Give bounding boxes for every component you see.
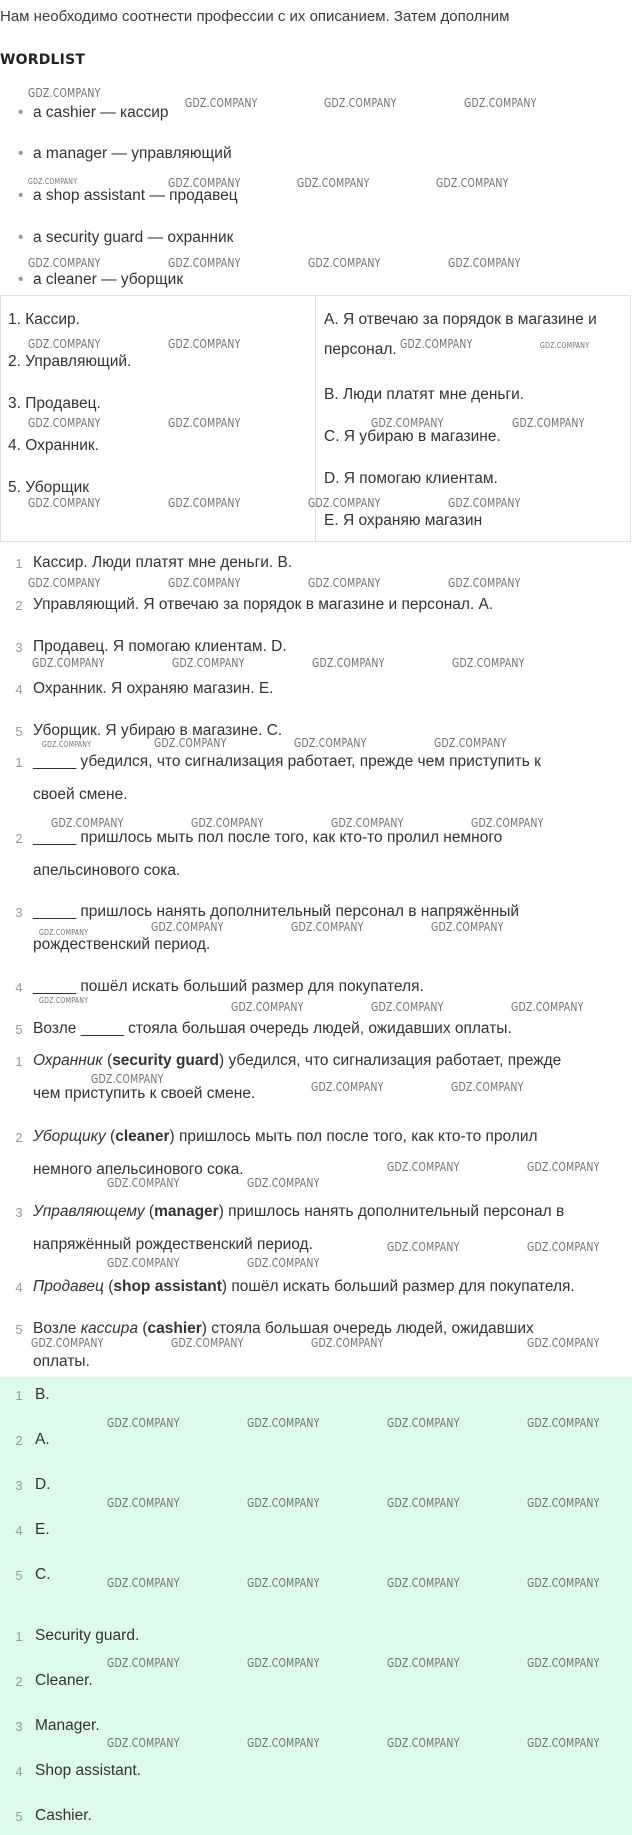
watermark: GDZ.COMPANY — [31, 1336, 104, 1350]
list-number: 1 — [15, 1054, 23, 1069]
table-cell-left: 4. Охранник. — [8, 437, 99, 454]
filled-sentence: Возле кассира (cashier) стояла большая очередь людей, ожидавших — [33, 1320, 534, 1337]
wordlist-title: WORDLIST — [0, 52, 86, 68]
list-item: Управляющий. Я отвечаю за порядок в магазине и персонал. A. — [33, 596, 494, 613]
gap-sentence: _____ убедился, что сигнализация работает, прежде чем приступить к — [33, 753, 541, 770]
list-number: 5 — [15, 1809, 23, 1824]
watermark: GDZ.COMPANY — [172, 656, 245, 670]
wordlist-item: • a cleaner — уборщик — [18, 271, 184, 288]
answer-item: A. — [35, 1431, 50, 1448]
list-number: 3 — [15, 1478, 23, 1493]
answer-item: E. — [35, 1521, 50, 1538]
gap-sentence: _____ пришлось мыть пол после того, как кто-то пролил немного — [33, 829, 503, 846]
answer-item: D. — [35, 1476, 51, 1493]
filled-sentence: Охранник (security guard) убедился, что сигнализация работает, прежде — [33, 1052, 562, 1069]
wordlist-item: • a security guard — охранник — [18, 229, 234, 246]
watermark: GDZ.COMPANY — [308, 576, 381, 590]
watermark: GDZ.COMPANY — [291, 920, 364, 934]
list-number: 3 — [15, 1719, 23, 1734]
watermark: GDZ.COMPANY — [247, 1176, 320, 1190]
list-number: 1 — [15, 556, 23, 571]
table-cell-left: 2. Управляющий. — [8, 353, 132, 370]
watermark: GDZ.COMPANY — [107, 1256, 180, 1270]
list-number: 5 — [15, 1568, 23, 1583]
watermark: GDZ.COMPANY — [527, 1160, 600, 1174]
watermark: GDZ.COMPANY — [107, 1736, 180, 1750]
list-number: 2 — [15, 598, 23, 613]
list-item: Кассир. Люди платят мне деньги. B. — [33, 554, 293, 571]
list-number: 2 — [15, 831, 23, 846]
answer-item: B. — [35, 1386, 50, 1403]
watermark: GDZ.COMPANY — [311, 1080, 384, 1094]
watermark: GDZ.COMPANY — [324, 96, 397, 110]
watermark: GDZ.COMPANY — [527, 1496, 600, 1510]
list-number: 2 — [15, 1130, 23, 1145]
watermark: GDZ.COMPANY — [400, 337, 473, 351]
list-number: 1 — [15, 755, 23, 770]
list-number: 3 — [15, 1205, 23, 1220]
watermark: GDZ.COMPANY — [512, 416, 585, 430]
list-number: 4 — [15, 1523, 23, 1538]
table-cell-left: 3. Продавец. — [8, 395, 101, 412]
gap-sentence: _____ пошёл искать больший размер для покупателя. — [33, 978, 424, 995]
bullet-icon: • — [18, 145, 24, 162]
watermark: GDZ.COMPANY — [247, 1576, 320, 1590]
filled-sentence: чем приступить к своей смене. — [33, 1085, 256, 1102]
answer-item: Shop assistant. — [35, 1762, 141, 1779]
watermark: GDZ.COMPANY — [464, 96, 537, 110]
table-cell-right: E. Я охраняю магазин — [324, 512, 483, 529]
watermark: GDZ.COMPANY — [297, 176, 370, 190]
watermark: GDZ.COMPANY — [28, 496, 101, 510]
watermark: GDZ.COMPANY — [28, 576, 101, 590]
watermark: GDZ.COMPANY — [371, 1000, 444, 1014]
watermark: GDZ.COMPANY — [452, 656, 525, 670]
watermark: GDZ.COMPANY — [387, 1240, 460, 1254]
list-number: 3 — [15, 905, 23, 920]
wordlist-item: • a manager — управляющий — [18, 145, 232, 162]
list-number: 1 — [15, 1629, 23, 1644]
wordlist-item: • a cashier — кассир — [18, 104, 169, 121]
watermark: GDZ.COMPANY — [527, 1736, 600, 1750]
list-number: 2 — [15, 1433, 23, 1448]
watermark: GDZ.COMPANY — [185, 96, 258, 110]
gap-sentence: апельсинового сока. — [33, 862, 181, 879]
watermark: GDZ.COMPANY — [168, 176, 241, 190]
watermark: GDZ.COMPANY — [527, 1336, 600, 1350]
watermark: GDZ.COMPANY — [39, 996, 89, 1005]
watermark: GDZ.COMPANY — [448, 496, 521, 510]
watermark: GDZ.COMPANY — [294, 736, 367, 750]
bullet-icon: • — [18, 104, 24, 121]
list-number: 4 — [15, 1280, 23, 1295]
bullet-icon: • — [18, 229, 24, 246]
watermark: GDZ.COMPANY — [312, 656, 385, 670]
list-number: 2 — [15, 1674, 23, 1689]
watermark: GDZ.COMPANY — [168, 496, 241, 510]
watermark: GDZ.COMPANY — [371, 416, 444, 430]
list-item: Уборщик. Я убираю в магазине. C. — [33, 722, 283, 739]
filled-sentence: Продавец (shop assistant) пошёл искать больший размер для покупателя. — [33, 1278, 575, 1295]
watermark: GDZ.COMPANY — [247, 1656, 320, 1670]
answer-item: Security guard. — [35, 1627, 140, 1644]
table-cell-right: A. Я отвечаю за порядок в магазине и — [324, 311, 597, 328]
watermark: GDZ.COMPANY — [231, 1000, 304, 1014]
watermark: GDZ.COMPANY — [527, 1576, 600, 1590]
watermark: GDZ.COMPANY — [387, 1576, 460, 1590]
watermark: GDZ.COMPANY — [451, 1080, 524, 1094]
watermark: GDZ.COMPANY — [308, 256, 381, 270]
gap-sentence: своей смене. — [33, 786, 128, 803]
wordlist-item: • a shop assistant — продавец — [18, 187, 238, 204]
list-number: 5 — [15, 724, 23, 739]
watermark: GDZ.COMPANY — [527, 1240, 600, 1254]
table-cell-left: 1. Кассир. — [8, 311, 80, 328]
filled-sentence: Управляющему (manager) пришлось нанять дополнительный персонал в — [33, 1203, 565, 1220]
table-cell-right: персонал. — [324, 341, 397, 358]
watermark: GDZ.COMPANY — [28, 86, 101, 100]
filled-sentence: Уборщику (cleaner) пришлось мыть пол после того, как кто-то пролил — [33, 1128, 538, 1145]
list-number: 1 — [15, 1388, 23, 1403]
watermark: GDZ.COMPANY — [28, 256, 101, 270]
gap-sentence: _____ пришлось нанять дополнительный персонал в напряжённый — [33, 903, 520, 920]
watermark: GDZ.COMPANY — [171, 1336, 244, 1350]
watermark: GDZ.COMPANY — [154, 736, 227, 750]
watermark: GDZ.COMPANY — [191, 816, 264, 830]
watermark: GDZ.COMPANY — [32, 656, 105, 670]
watermark: GDZ.COMPANY — [434, 736, 507, 750]
watermark: GDZ.COMPANY — [107, 1656, 180, 1670]
bullet-icon: • — [18, 271, 24, 288]
watermark: GDZ.COMPANY — [511, 1000, 584, 1014]
watermark: GDZ.COMPANY — [436, 176, 509, 190]
watermark: GDZ.COMPANY — [527, 1656, 600, 1670]
watermark: GDZ.COMPANY — [387, 1160, 460, 1174]
task-intro: Нам необходимо соотнести профессии с их описанием. Затем дополним — [0, 8, 510, 25]
watermark: GDZ.COMPANY — [331, 816, 404, 830]
watermark: GDZ.COMPANY — [471, 816, 544, 830]
watermark: GDZ.COMPANY — [42, 740, 92, 749]
table-cell-right: D. Я помогаю клиентам. — [324, 470, 498, 487]
list-number: 4 — [15, 1764, 23, 1779]
watermark: GDZ.COMPANY — [387, 1736, 460, 1750]
gap-sentence: Возле _____ стояла большая очередь людей, ожидавших оплаты. — [33, 1020, 512, 1037]
watermark: GDZ.COMPANY — [308, 496, 381, 510]
watermark: GDZ.COMPANY — [51, 816, 124, 830]
table-cell-right: C. Я убираю в магазине. — [324, 428, 501, 445]
watermark: GDZ.COMPANY — [168, 416, 241, 430]
watermark: GDZ.COMPANY — [28, 337, 101, 351]
watermark: GDZ.COMPANY — [91, 1072, 164, 1086]
table-cell-left: 5. Уборщик — [8, 479, 90, 496]
watermark: GDZ.COMPANY — [527, 1416, 600, 1430]
watermark: GDZ.COMPANY — [107, 1416, 180, 1430]
watermark: GDZ.COMPANY — [387, 1416, 460, 1430]
watermark: GDZ.COMPANY — [448, 576, 521, 590]
watermark: GDZ.COMPANY — [247, 1256, 320, 1270]
watermark: GDZ.COMPANY — [247, 1416, 320, 1430]
gap-sentence: рождественский период. — [33, 936, 211, 953]
watermark: GDZ.COMPANY — [168, 337, 241, 351]
watermark: GDZ.COMPANY — [107, 1496, 180, 1510]
watermark: GDZ.COMPANY — [151, 920, 224, 934]
watermark: GDZ.COMPANY — [107, 1576, 180, 1590]
watermark: GDZ.COMPANY — [448, 256, 521, 270]
watermark: GDZ.COMPANY — [431, 920, 504, 934]
watermark: GDZ.COMPANY — [107, 1176, 180, 1190]
watermark: GDZ.COMPANY — [247, 1496, 320, 1510]
filled-sentence: напряжённый рождественский период. — [33, 1236, 313, 1253]
list-item: Продавец. Я помогаю клиентам. D. — [33, 638, 287, 655]
list-item: Охранник. Я охраняю магазин. E. — [33, 680, 274, 697]
filled-sentence: немного апельсинового сока. — [33, 1161, 244, 1178]
answer-item: Cleaner. — [35, 1672, 93, 1689]
list-number: 5 — [15, 1322, 23, 1337]
answer-item: Manager. — [35, 1717, 100, 1734]
list-number: 4 — [15, 682, 23, 697]
watermark: GDZ.COMPANY — [247, 1736, 320, 1750]
filled-sentence: оплаты. — [33, 1353, 90, 1370]
list-number: 5 — [15, 1022, 23, 1037]
list-number: 4 — [15, 980, 23, 995]
watermark: GDZ.COMPANY — [168, 256, 241, 270]
watermark: GDZ.COMPANY — [28, 416, 101, 430]
watermark: GDZ.COMPANY — [387, 1656, 460, 1670]
watermark: GDZ.COMPANY — [311, 1336, 384, 1350]
watermark: GDZ.COMPANY — [540, 341, 590, 350]
watermark: GDZ.COMPANY — [168, 576, 241, 590]
watermark: GDZ.COMPANY — [387, 1496, 460, 1510]
list-number: 3 — [15, 640, 23, 655]
answer-item: C. — [35, 1566, 51, 1583]
table-cell-right: B. Люди платят мне деньги. — [324, 386, 525, 403]
bullet-icon: • — [18, 187, 24, 204]
watermark: GDZ.COMPANY — [28, 177, 78, 186]
answer-item: Cashier. — [35, 1807, 92, 1824]
watermark: GDZ.COMPANY — [39, 928, 89, 937]
